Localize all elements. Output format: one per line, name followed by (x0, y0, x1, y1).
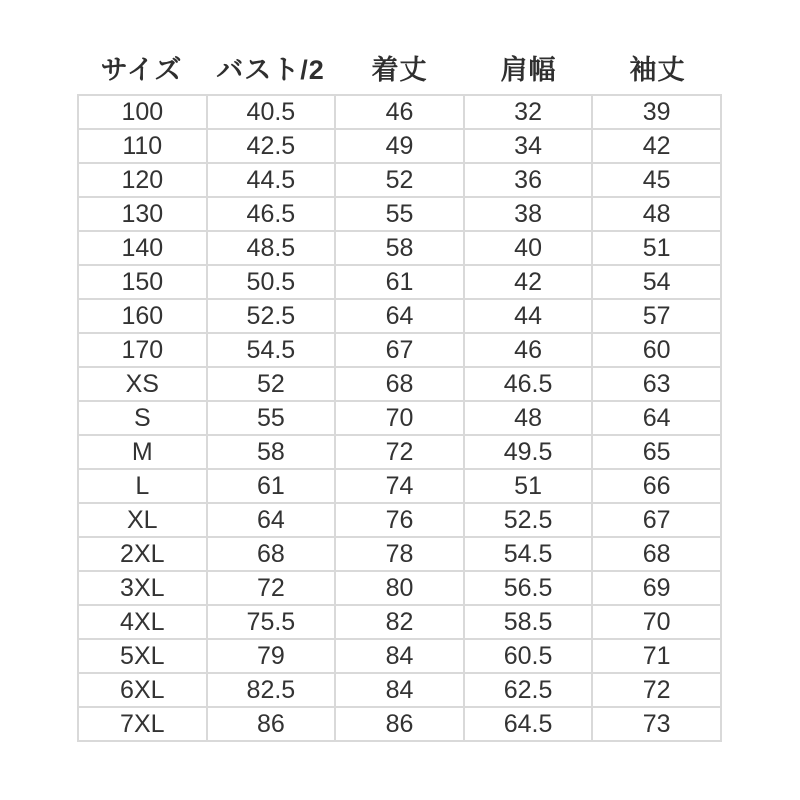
header-cell-2: 着丈 (371, 55, 428, 85)
table-cell: 54 (592, 265, 721, 299)
table-cell: 40.5 (207, 95, 336, 129)
table-cell: 71 (592, 639, 721, 673)
table-cell: 70 (592, 605, 721, 639)
table-row (78, 707, 721, 741)
table-cell: 100 (78, 95, 207, 129)
table-cell: XL (78, 503, 207, 537)
table-row (78, 435, 721, 469)
table-cell: 58.5 (464, 605, 593, 639)
table-cell: 82 (335, 605, 464, 639)
table-cell: L (78, 469, 207, 503)
table-row (78, 503, 721, 537)
table-cell: 34 (464, 129, 593, 163)
header-cell-3: 肩幅 (500, 55, 557, 85)
table-row (78, 197, 721, 231)
table-cell: 64 (207, 503, 336, 537)
table-row (78, 537, 721, 571)
table-cell: 62.5 (464, 673, 593, 707)
table-cell: 39 (592, 95, 721, 129)
table-row (78, 265, 721, 299)
table-row (78, 469, 721, 503)
table-row (78, 639, 721, 673)
table-cell: 68 (592, 537, 721, 571)
table-cell: 65 (592, 435, 721, 469)
table-cell: 57 (592, 299, 721, 333)
table-cell: 120 (78, 163, 207, 197)
table-cell: 2XL (78, 537, 207, 571)
table-cell: 51 (464, 469, 593, 503)
table-cell: M (78, 435, 207, 469)
table-row (78, 95, 721, 129)
table-cell: 72 (335, 435, 464, 469)
table-cell: 3XL (78, 571, 207, 605)
table-cell: 54.5 (464, 537, 593, 571)
table-cell: 55 (207, 401, 336, 435)
table-cell: 72 (207, 571, 336, 605)
table-cell: 56.5 (464, 571, 593, 605)
table-cell: 60 (592, 333, 721, 367)
table-row (78, 605, 721, 639)
header-cell-0: サイズ (100, 55, 183, 85)
table-cell: 86 (207, 707, 336, 741)
size-table (77, 94, 722, 742)
table-cell: 86 (335, 707, 464, 741)
table-cell: 44.5 (207, 163, 336, 197)
table-cell: 68 (207, 537, 336, 571)
table-cell: XS (78, 367, 207, 401)
table-row (78, 401, 721, 435)
table-cell: 64 (592, 401, 721, 435)
table-cell: 48 (464, 401, 593, 435)
table-cell: 67 (592, 503, 721, 537)
table-cell: 55 (335, 197, 464, 231)
table-cell: 4XL (78, 605, 207, 639)
table-cell: 32 (464, 95, 593, 129)
size-table-body (78, 95, 721, 741)
table-cell: 75.5 (207, 605, 336, 639)
table-cell: 63 (592, 367, 721, 401)
table-cell: 78 (335, 537, 464, 571)
table-cell: 7XL (78, 707, 207, 741)
table-cell: 110 (78, 129, 207, 163)
table-cell: S (78, 401, 207, 435)
table-cell: 61 (335, 265, 464, 299)
table-row (78, 673, 721, 707)
table-row (78, 299, 721, 333)
header-cell-1: バスト/2 (216, 55, 325, 85)
table-cell: 42.5 (207, 129, 336, 163)
table-cell: 170 (78, 333, 207, 367)
table-cell: 79 (207, 639, 336, 673)
table-row (78, 333, 721, 367)
table-cell: 49.5 (464, 435, 593, 469)
table-cell: 46.5 (207, 197, 336, 231)
table-cell: 82.5 (207, 673, 336, 707)
table-cell: 52 (207, 367, 336, 401)
table-cell: 70 (335, 401, 464, 435)
table-cell: 5XL (78, 639, 207, 673)
table-cell: 48 (592, 197, 721, 231)
table-cell: 42 (592, 129, 721, 163)
table-cell: 66 (592, 469, 721, 503)
table-row (78, 367, 721, 401)
size-chart (77, 54, 722, 742)
table-cell: 140 (78, 231, 207, 265)
table-cell: 49 (335, 129, 464, 163)
table-cell: 51 (592, 231, 721, 265)
table-cell: 73 (592, 707, 721, 741)
table-cell: 46.5 (464, 367, 593, 401)
table-cell: 48.5 (207, 231, 336, 265)
table-cell: 67 (335, 333, 464, 367)
table-cell: 130 (78, 197, 207, 231)
table-cell: 46 (464, 333, 593, 367)
table-cell: 74 (335, 469, 464, 503)
table-cell: 84 (335, 673, 464, 707)
table-row (78, 129, 721, 163)
table-cell: 44 (464, 299, 593, 333)
table-cell: 6XL (78, 673, 207, 707)
table-cell: 36 (464, 163, 593, 197)
table-cell: 40 (464, 231, 593, 265)
table-cell: 80 (335, 571, 464, 605)
table-cell: 64.5 (464, 707, 593, 741)
table-cell: 52.5 (464, 503, 593, 537)
table-cell: 50.5 (207, 265, 336, 299)
table-cell: 38 (464, 197, 593, 231)
table-cell: 160 (78, 299, 207, 333)
table-cell: 150 (78, 265, 207, 299)
table-cell: 42 (464, 265, 593, 299)
table-cell: 68 (335, 367, 464, 401)
table-row (78, 163, 721, 197)
table-row (78, 571, 721, 605)
table-cell: 52 (335, 163, 464, 197)
size-chart-header (77, 54, 722, 94)
table-cell: 58 (207, 435, 336, 469)
table-row (78, 231, 721, 265)
table-cell: 61 (207, 469, 336, 503)
table-cell: 64 (335, 299, 464, 333)
table-cell: 69 (592, 571, 721, 605)
table-cell: 76 (335, 503, 464, 537)
table-cell: 54.5 (207, 333, 336, 367)
table-cell: 52.5 (207, 299, 336, 333)
header-cell-4: 袖丈 (629, 55, 686, 85)
table-cell: 60.5 (464, 639, 593, 673)
table-cell: 84 (335, 639, 464, 673)
table-cell: 58 (335, 231, 464, 265)
table-cell: 46 (335, 95, 464, 129)
table-cell: 45 (592, 163, 721, 197)
table-cell: 72 (592, 673, 721, 707)
